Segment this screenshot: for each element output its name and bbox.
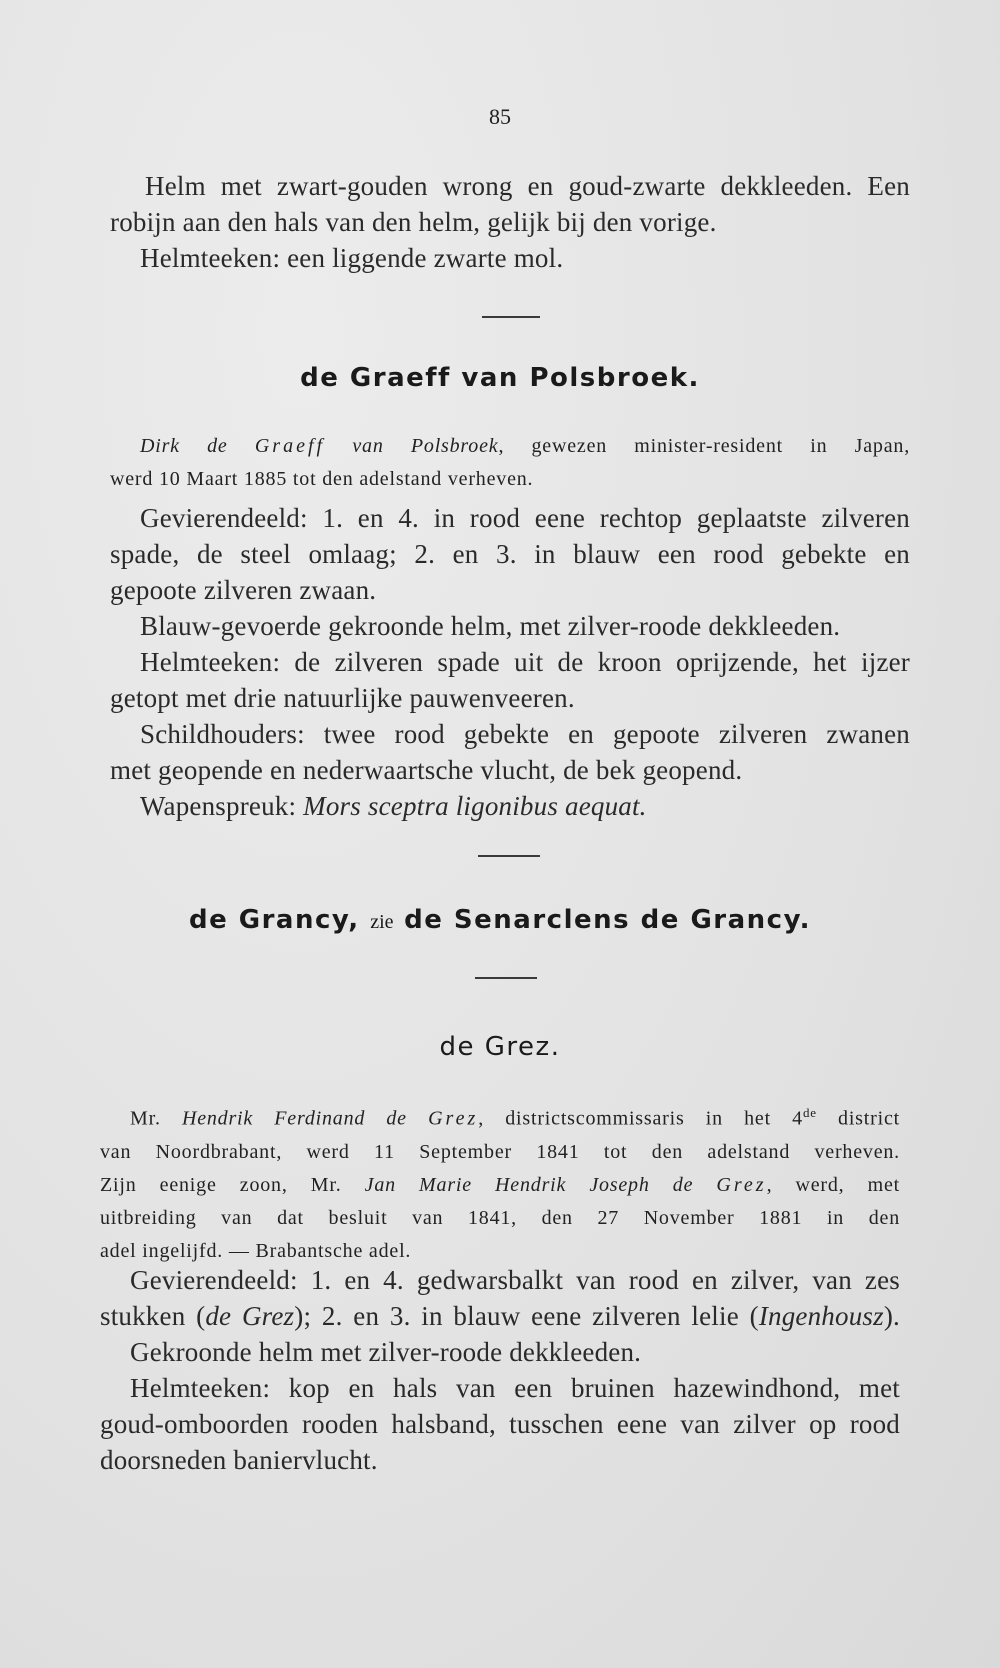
- see-reference: zie: [370, 911, 394, 933]
- section-divider: [482, 316, 540, 318]
- blazon-line: Schildhouders: twee rood gebekte en gepoote zilveren zwanen: [140, 719, 910, 749]
- blazon-line: Gevierendeeld: 1. en 4. in rood eene rechtop geplaatste zilveren: [140, 503, 910, 533]
- intro-text: Zijn eenige zoon, Mr.: [100, 1173, 342, 1196]
- section-divider: [478, 855, 540, 857]
- title-part: de Senarclens de Grancy.: [404, 905, 812, 935]
- page-number: 85: [489, 104, 511, 129]
- blazon-text: [100, 1262, 900, 1478]
- blazon-line: Helmteeken: kop en hals van een bruinen hazewindhond, met: [130, 1373, 900, 1403]
- intro-text: , districtscommissaris in het 4: [478, 1107, 803, 1130]
- intro-line: werd 10 Maart 1885 tot den adelstand verheven.: [110, 468, 534, 490]
- section-title: de Grez.: [439, 1032, 561, 1062]
- section-intro: [110, 430, 910, 496]
- blazon-line: doorsneden baniervlucht.: [100, 1445, 378, 1475]
- blazon-line: Gekroonde helm met zilver-roode dekkleeden.: [130, 1337, 642, 1367]
- blazon-line: Blauw-gevoerde gekroonde helm, met zilver-roode dekkleeden.: [140, 611, 841, 641]
- title-part: de Grancy,: [188, 905, 360, 935]
- person-name: Jan Marie Hendrik Joseph de: [364, 1173, 694, 1196]
- section-title: de Graeff van Polsbroek.: [300, 363, 700, 393]
- intro-line: [100, 1169, 900, 1202]
- motto-text: Mors sceptra ligonibus aequat.: [303, 791, 647, 821]
- family-name: Ingenhousz: [758, 1301, 884, 1331]
- intro-text: , gewezen minister-resident in Japan,: [498, 435, 911, 457]
- person-name: Grez: [716, 1173, 767, 1196]
- family-name: de Grez: [205, 1301, 295, 1331]
- intro-text: Mr.: [130, 1107, 161, 1130]
- intro-line: [100, 1096, 900, 1136]
- intro-line: van Noordbrabant, werd 11 September 1841 tot den adelstand verheven.: [100, 1140, 900, 1163]
- person-name: Grez: [428, 1107, 479, 1130]
- person-name: van Polsbroek: [352, 435, 499, 457]
- motto-line: [110, 788, 910, 824]
- intro-text: , werd, met: [766, 1173, 900, 1196]
- person-name: Hendrik Ferdinand de: [181, 1107, 407, 1130]
- section-intro: [100, 1096, 900, 1268]
- section-divider: [475, 977, 537, 979]
- top-paragraph: [110, 168, 910, 276]
- paragraph-line: Helm met zwart-gouden wrong en goud-zwarte dekkleeden. Een: [145, 171, 910, 201]
- superscript: de: [802, 1105, 817, 1120]
- blazon-text: [110, 500, 910, 824]
- blazon-line: met geopende en nederwaartsche vlucht, de bek geopend.: [110, 755, 743, 785]
- person-name: Graeff: [254, 435, 326, 457]
- person-name: Dirk de: [140, 435, 228, 457]
- blazon-line: Gevierendeeld: 1. en 4. gedwarsbalkt van rood en zilver, van zes: [130, 1265, 900, 1295]
- blazon-text-part: stukken (: [100, 1301, 206, 1331]
- blazon-line: gepoote zilveren zwaan.: [110, 575, 377, 605]
- cross-reference-title: [0, 905, 1000, 935]
- blazon-line: goud-omboorden rooden halsband, tusschen eene van zilver op rood: [100, 1409, 900, 1439]
- blazon-text-part: ).: [883, 1301, 900, 1331]
- intro-line: uitbreiding van dat besluit van 1841, den 27 November 1881 in den: [100, 1206, 900, 1229]
- blazon-line: [100, 1298, 900, 1334]
- blazon-line: getopt met drie natuurlijke pauwenveeren.: [110, 683, 575, 713]
- paragraph-line: robijn aan den hals van den helm, gelijk bij den vorige.: [110, 207, 717, 237]
- intro-text: district: [816, 1107, 900, 1130]
- intro-line: [110, 430, 910, 463]
- intro-line: adel ingelijfd. — Brabantsche adel.: [100, 1239, 412, 1262]
- blazon-text-part: ); 2. en 3. in blauw eene zilveren lelie (: [294, 1301, 759, 1331]
- blazon-line: Helmteeken: de zilveren spade uit de kroon oprijzende, het ijzer: [140, 647, 910, 677]
- motto-label: Wapenspreuk:: [140, 791, 297, 821]
- blazon-line: spade, de steel omlaag; 2. en 3. in blauw een rood gebekte en: [110, 539, 910, 569]
- paragraph-line: Helmteeken: een liggende zwarte mol.: [140, 243, 564, 273]
